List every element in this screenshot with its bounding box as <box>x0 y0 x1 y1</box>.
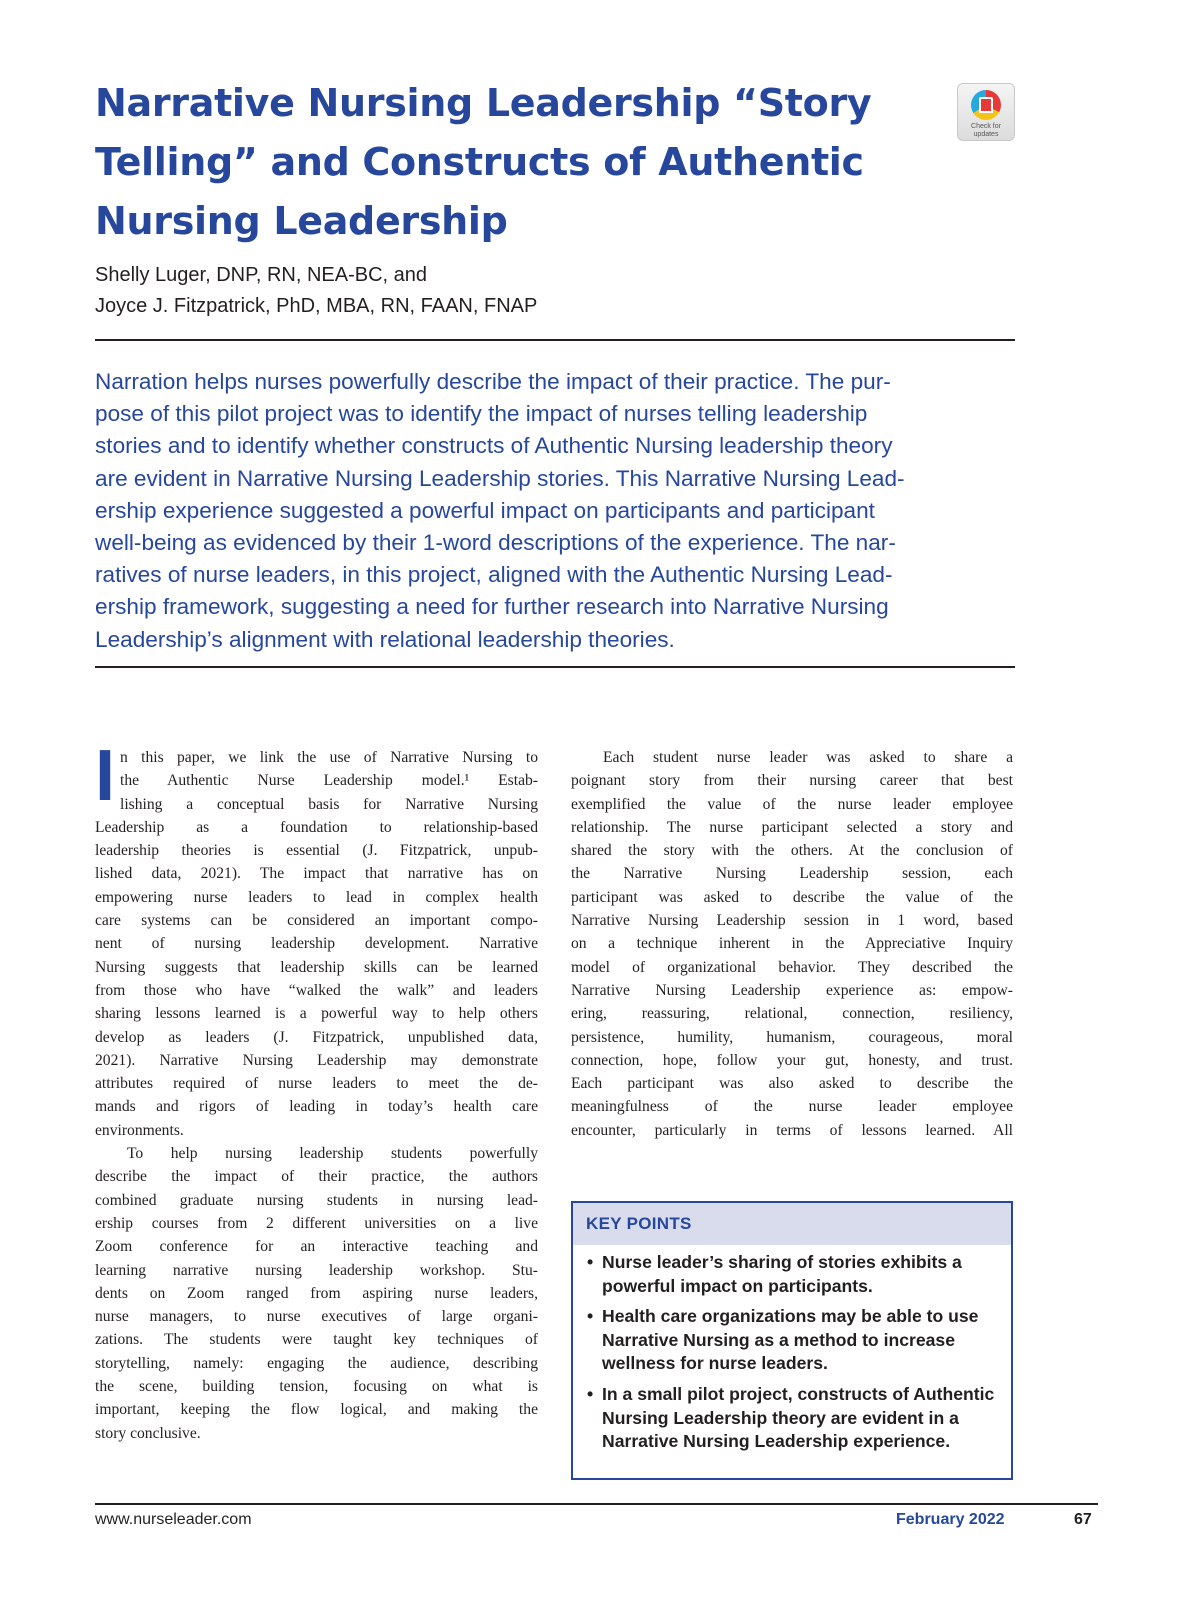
text-line: care systems can be considered an important compo- <box>95 912 538 930</box>
body-column-right <box>571 746 1013 1142</box>
text-line: leadership theories is essential (J. Fitzpatrick, unpub- <box>95 842 538 860</box>
footer-date: February 2022 <box>896 1511 1005 1528</box>
paragraph <box>95 1142 538 1445</box>
text-line: Narrative Nursing Leadership session in 1 word, based <box>571 912 1013 930</box>
text-line: Zoom conference for an interactive teaching and <box>95 1238 538 1256</box>
footer-url[interactable]: www.nurseleader.com <box>95 1511 252 1528</box>
text-line: connection, hope, follow your gut, honesty, and trust. <box>571 1051 1013 1069</box>
author-list <box>95 260 537 322</box>
key-points-box <box>571 1201 1013 1480</box>
abstract-line: ership framework, suggesting a need for further research into Narrative Nursing <box>95 594 889 620</box>
text-line: 2021). Narrative Nursing Leadership may demonstrate <box>95 1051 538 1069</box>
text-line: sharing lessons learned is a powerful way to help others <box>95 1005 538 1023</box>
body-column-left <box>95 736 538 1445</box>
text-line: Each student nurse leader was asked to share a <box>603 749 1013 766</box>
text-line: persistence, humility, humanism, courageous, moral <box>571 1028 1013 1046</box>
text-line: storytelling, namely: engaging the audience, describing <box>95 1354 538 1372</box>
key-point-item: • Nurse leader’s sharing of stories exhibits a powerful impact on participants. <box>587 1251 999 1298</box>
paragraph <box>95 736 538 1142</box>
text-line: Each participant was also asked to describe the <box>571 1075 1013 1093</box>
text-line: model of organizational behavior. They described the <box>571 958 1013 976</box>
paragraph <box>571 746 1013 1142</box>
text-line: poignant story from their nursing career that best <box>571 772 1013 790</box>
text-line: nent of nursing leadership development. Narrative <box>95 935 538 953</box>
author-line: Joyce J. Fitzpatrick, PhD, MBA, RN, FAAN, FNAP <box>95 295 538 317</box>
abstract-line: Leadership’s alignment with relational leadership theories. <box>95 626 675 652</box>
text-line: learning narrative nursing leadership workshop. Stu- <box>95 1261 538 1279</box>
text-line: develop as leaders (J. Fitzpatrick, unpublished data, <box>95 1028 538 1046</box>
abstract-line: pose of this pilot project was to identify the impact of nurses telling leadership <box>95 401 868 427</box>
text-line: from those who have “walked the walk” and leaders <box>95 981 538 999</box>
text-line: Narrative Nursing Leadership experience as: empow- <box>571 981 1013 999</box>
text-line: describe the impact of their practice, the authors <box>95 1168 538 1186</box>
text-line: mands and rigors of leading in today’s health care <box>95 1098 538 1116</box>
text-line: Nursing suggests that leadership skills can be learned <box>95 958 538 976</box>
badge-label: Check for updates <box>971 123 1001 138</box>
text-line: on a technique inherent in the Appreciative Inquiry <box>571 935 1013 953</box>
divider <box>95 339 1015 341</box>
drop-cap: I <box>95 736 116 816</box>
text-line: empowering nurse leaders to lead in complex health <box>95 888 538 906</box>
abstract <box>95 366 1015 656</box>
check-for-updates-badge[interactable] <box>957 83 1015 141</box>
abstract-line: are evident in Narrative Nursing Leadership stories. This Narrative Nursing Lead- <box>95 465 905 491</box>
divider <box>95 666 1015 668</box>
text-line: the scene, building tension, focusing on what is <box>95 1378 538 1396</box>
text-line: meaningfulness of the nurse leader employee <box>571 1098 1013 1116</box>
text-line: relationship. The nurse participant selected a story and <box>571 818 1013 836</box>
text-line: lishing a conceptual basis for Narrative Nursing <box>120 795 538 813</box>
key-point-item: • Health care organizations may be able to use Narrative Nursing as a method to increase wellness for nurse leaders. <box>587 1305 999 1376</box>
text-line: combined graduate nursing students in nursing lead- <box>95 1191 538 1209</box>
key-points-list <box>573 1245 1011 1454</box>
text-line: environments. <box>95 1121 184 1139</box>
text-line: encounter, particularly in terms of lessons learned. All <box>571 1121 1013 1139</box>
abstract-line: ership experience suggested a powerful impact on participants and participant <box>95 497 875 523</box>
text-line: attributes required of nurse leaders to meet the de- <box>95 1075 538 1093</box>
footer-divider <box>95 1503 1098 1505</box>
text-line: important, keeping the flow logical, and making the <box>95 1401 538 1419</box>
text-line: the Narrative Nursing Leadership session, each <box>571 865 1013 883</box>
text-line: shared the story with the others. At the conclusion of <box>571 842 1013 860</box>
crossmark-icon <box>971 90 1001 120</box>
key-points-heading: KEY POINTS <box>573 1203 1011 1245</box>
key-point-item: • In a small pilot project, constructs of Authentic Nursing Leadership theory are evident in a Narrative Nursing Leadership experience. <box>587 1383 999 1454</box>
text-line: lished data, 2021). The impact that narrative has on <box>95 865 538 883</box>
text-line: To help nursing leadership students powerfully <box>127 1145 538 1163</box>
article-title: Narrative Nursing Leadership “Story Telling” and Constructs of Authentic Nursing Leadership <box>95 81 872 243</box>
page-number: 67 <box>1074 1511 1092 1528</box>
text-line: n this paper, we link the use of Narrative Nursing to <box>120 749 538 766</box>
text-line: the Authentic Nurse Leadership model.¹ Estab- <box>120 772 538 790</box>
text-line: nurse managers, to nurse executives of large organi- <box>95 1308 538 1326</box>
author-line: Shelly Luger, DNP, RN, NEA-BC, and <box>95 264 428 286</box>
abstract-line: ratives of nurse leaders, in this project, aligned with the Authentic Nursing Lead- <box>95 562 893 588</box>
abstract-line: Narration helps nurses powerfully describe the impact of their practice. The pur- <box>95 369 891 394</box>
text-line: zations. The students were taught key techniques of <box>95 1331 538 1349</box>
text-line: participant was asked to describe the value of the <box>571 888 1013 906</box>
text-line: ering, reassuring, relational, connection, resiliency, <box>571 1005 1013 1023</box>
text-line: dents on Zoom ranged from aspiring nurse leaders, <box>95 1284 538 1302</box>
text-line: story conclusive. <box>95 1424 201 1442</box>
text-line: Leadership as a foundation to relationship-based <box>95 818 538 836</box>
text-line: ership courses from 2 different universities on a live <box>95 1214 538 1232</box>
abstract-line: stories and to identify whether constructs of Authentic Nursing leadership theory <box>95 433 893 459</box>
text-line: exemplified the value of the nurse leader employee <box>571 795 1013 813</box>
abstract-line: well-being as evidenced by their 1-word descriptions of the experience. The nar- <box>95 530 896 556</box>
